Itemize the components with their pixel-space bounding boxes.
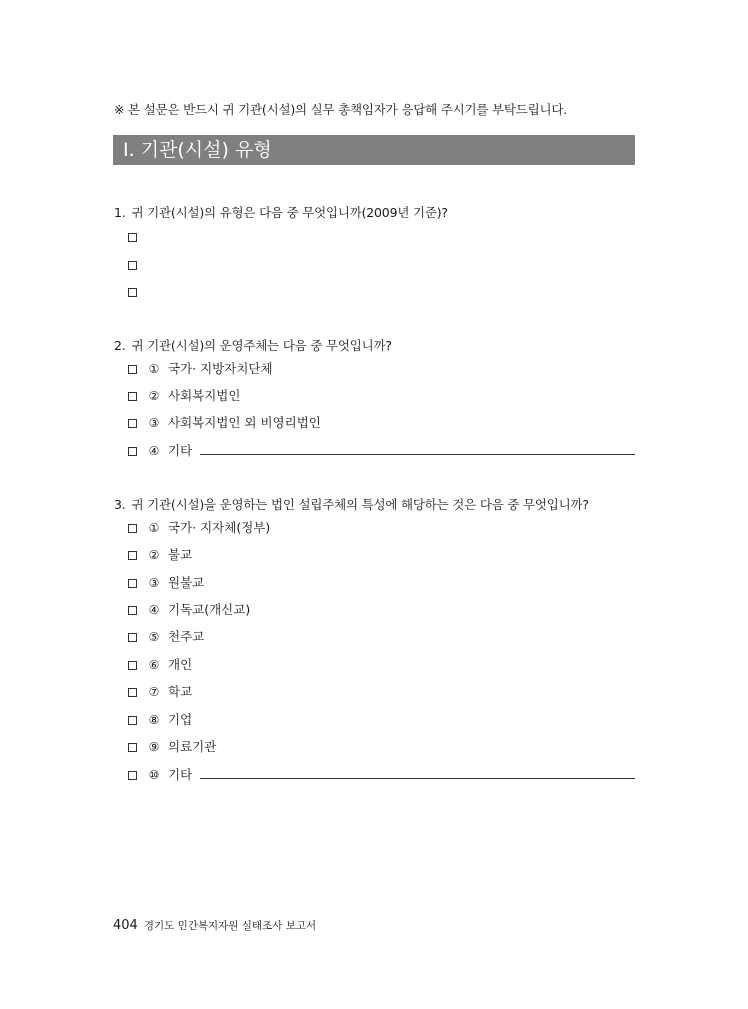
- option-number: ①: [148, 521, 160, 535]
- q1-option-1[interactable]: [128, 228, 148, 246]
- option-number: ③: [148, 576, 160, 590]
- option-label: 의료기관: [168, 739, 217, 754]
- option-label: 천주교: [168, 629, 205, 644]
- option-label: 사회복지법인 외 비영리법인: [168, 415, 321, 430]
- q3-option-8[interactable]: [128, 711, 192, 729]
- checkbox[interactable]: [128, 716, 137, 725]
- option-label: 사회복지법인: [168, 388, 241, 403]
- checkbox[interactable]: [128, 288, 137, 297]
- checkbox[interactable]: [128, 419, 137, 428]
- option-number: ③: [148, 416, 160, 430]
- question-2: [114, 336, 392, 354]
- q3-option-9[interactable]: [128, 738, 216, 756]
- option-number: ⑦: [148, 685, 160, 699]
- checkbox[interactable]: [128, 365, 137, 374]
- option-label: 기독교(개신교): [168, 602, 251, 617]
- q1-option-3[interactable]: [128, 283, 148, 301]
- option-number: ④: [148, 603, 160, 617]
- survey-notice: ※ 본 설문은 반드시 귀 기관(시설)의 실무 총책임자가 응답해 주시기를 부탁드립니다.: [114, 102, 568, 117]
- q2-option-2[interactable]: [128, 387, 240, 405]
- q2-option-4[interactable]: [128, 442, 192, 460]
- q3-option-5[interactable]: [128, 628, 204, 646]
- q3-option-7[interactable]: [128, 683, 192, 701]
- section-header: [113, 135, 635, 165]
- checkbox[interactable]: [128, 551, 137, 560]
- checkbox[interactable]: [128, 661, 137, 670]
- other-fill-in-line[interactable]: [200, 454, 635, 455]
- question-1: [114, 203, 448, 221]
- q2-option-1[interactable]: [128, 360, 273, 378]
- q3-option-3[interactable]: [128, 574, 204, 592]
- option-label: 개인: [168, 657, 193, 672]
- option-label: 원불교: [168, 575, 205, 590]
- question-text: 귀 기관(시설)의 유형은 다음 중 무엇입니까(2009년 기준)?: [131, 205, 448, 220]
- option-number: ⑩: [148, 768, 160, 782]
- option-number: ②: [148, 548, 160, 562]
- page-footer: [113, 918, 316, 933]
- q3-option-10[interactable]: [128, 766, 192, 784]
- q2-option-3[interactable]: [128, 414, 321, 432]
- checkbox[interactable]: [128, 524, 137, 533]
- question-number: 2.: [114, 338, 126, 353]
- section-title: Ⅰ. 기관(시설) 유형: [123, 139, 272, 161]
- option-number: ⑨: [148, 740, 160, 754]
- option-number: ①: [148, 362, 160, 376]
- q3-option-2[interactable]: [128, 546, 192, 564]
- option-label: 국가· 지방자치단체: [168, 361, 273, 376]
- q3-option-6[interactable]: [128, 656, 192, 674]
- question-text: 귀 기관(시설)의 운영주체는 다음 중 무엇입니까?: [131, 338, 392, 353]
- checkbox[interactable]: [128, 392, 137, 401]
- option-number: ⑥: [148, 658, 160, 672]
- question-text: 귀 기관(시설)을 운영하는 법인 설립주체의 특성에 해당하는 것은 다음 중 무엇입니까?: [131, 497, 589, 512]
- question-3: [114, 495, 589, 513]
- option-label: 기타: [168, 767, 193, 782]
- checkbox[interactable]: [128, 579, 137, 588]
- option-number: ②: [148, 389, 160, 403]
- option-number: ⑧: [148, 713, 160, 727]
- checkbox[interactable]: [128, 771, 137, 780]
- q3-option-1[interactable]: [128, 519, 270, 537]
- q3-option-4[interactable]: [128, 601, 250, 619]
- option-label: 학교: [168, 684, 193, 699]
- page-number: 404: [113, 918, 138, 933]
- question-number: 3.: [114, 497, 126, 512]
- checkbox[interactable]: [128, 743, 137, 752]
- option-number: ④: [148, 444, 160, 458]
- checkbox[interactable]: [128, 447, 137, 456]
- option-label: 기업: [168, 712, 193, 727]
- other-fill-in-line[interactable]: [200, 778, 635, 779]
- report-title: 경기도 민간복지자원 실태조사 보고서: [143, 920, 317, 932]
- option-label: 불교: [168, 547, 193, 562]
- option-label: 기타: [168, 443, 193, 458]
- option-number: ⑤: [148, 630, 160, 644]
- checkbox[interactable]: [128, 606, 137, 615]
- option-label: 국가· 지자체(정부): [168, 520, 271, 535]
- checkbox[interactable]: [128, 688, 137, 697]
- q1-option-2[interactable]: [128, 256, 148, 274]
- checkbox[interactable]: [128, 633, 137, 642]
- question-number: 1.: [114, 205, 126, 220]
- checkbox[interactable]: [128, 261, 137, 270]
- checkbox[interactable]: [128, 233, 137, 242]
